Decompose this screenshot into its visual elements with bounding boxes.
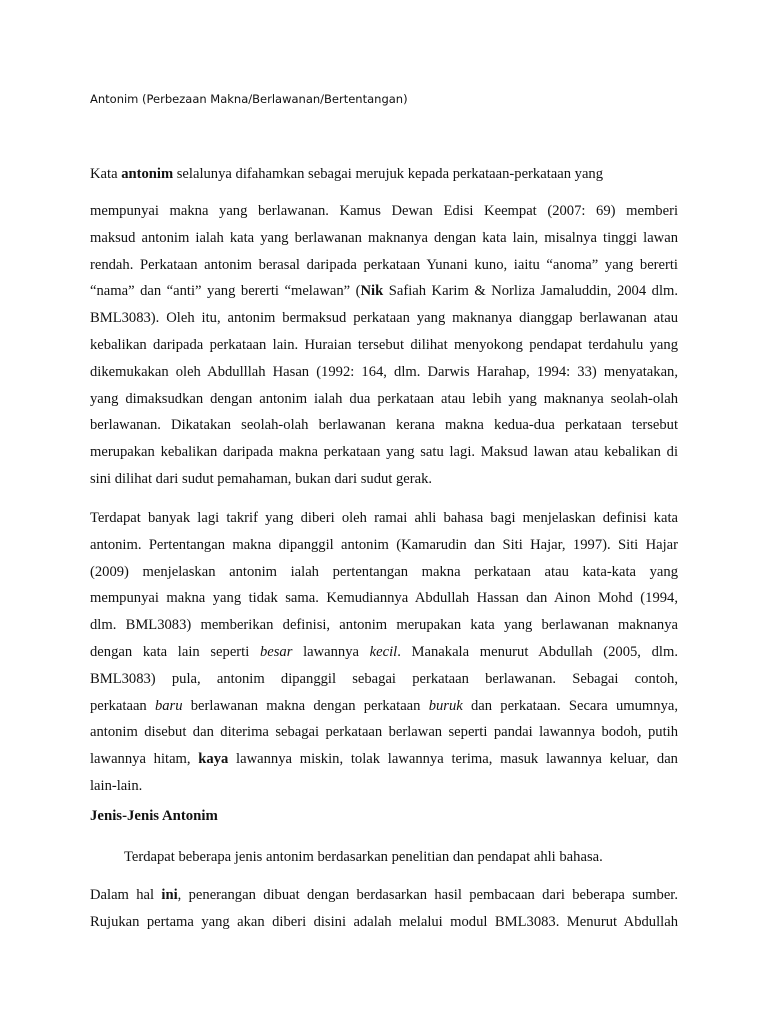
text-run: selalunya difahamkan sebagai merujuk kepada perkataan-perkataan yang [173,166,604,182]
text-line [90,746,678,773]
text-run: perkataan [90,697,155,714]
text-line: rendah. Perkataan antonim berasal daripada perkataan Yunani kuno, iaitu “anoma” yang bererti [90,256,678,273]
text-line: dlm. BML3083) memberikan definisi, antonim merupakan kata yang berlawanan maknanya [90,617,678,634]
text-line: maksud antonim ialah kata yang berlawanan maknanya dengan kata lain, misalnya tinggi lawan [90,229,678,246]
text-run: Dalam hal [90,887,162,903]
italic-word-besar: besar [259,643,293,660]
text-line: dikemukakan oleh Abdulllah Hasan (1992: 164, dlm. Darwis Harahap, 1994: 33) menyatakan, [90,363,678,380]
italic-word-baru: baru [154,697,183,714]
text-line [90,278,678,305]
text-line: mempunyai makna yang tidak sama. Kemudiannya Abdullah Hassan dan Ainon Mohd (1994, [90,590,678,607]
text-line: Rujukan pertama yang akan diberi disini adalah melalui modul BML3083. Menurut Abdullah [90,913,678,930]
text-run: dengan kata lain seperti [90,643,260,660]
paragraph-jenis-intro [90,844,678,871]
text-run: Safiah Karim & Norliza Jamaluddin, 2004 dlm. [383,283,679,300]
text-line: antonim. Pertentangan makna dipanggil antonim (Kamarudin dan Siti Hajar, 1997). Siti Hajar [90,536,678,553]
paragraph-definition [90,198,678,493]
text-run: lawannya hitam, [90,751,199,768]
text-line: yang dimaksudkan dengan antonim ialah dua perkataan atau lebih yang maknanya seolah-olah [90,390,678,407]
text-line: BML3083). Oleh itu, antonim bermaksud perkataan yang maknanya dianggap berlawanan atau [90,310,678,327]
bold-word-kaya: kaya [198,751,229,768]
text-line: (2009) menjelaskan antonim ialah pertentangan makna perkataan atau kata-kata yang [90,563,678,580]
text-line [90,882,678,909]
text-line: BML3083) pula, antonim dipanggil sebagai perkataan berlawanan. Sebagai contoh, [90,670,678,687]
bold-word-ini: ini [161,887,178,903]
text-line: sini dilihat dari sudut pemahaman, bukan dari sudut gerak. [90,470,433,487]
text-run: . Manakala menurut Abdullah (2005, dlm. [397,643,678,660]
section-heading: Jenis-Jenis Antonim [90,808,218,824]
text-run: berlawanan makna dengan perkataan [182,697,429,714]
paragraph-intro [90,161,678,188]
text-line [90,161,678,188]
text-line: mempunyai makna yang berlawanan. Kamus Dewan Edisi Keempat (2007: 69) memberi [90,203,678,219]
document-title: Antonim (Perbezaan Makna/Berlawanan/Bertentangan) [90,92,408,106]
text-line: berlawanan. Dikatakan seolah-olah berlawanan kerana makna kedua-dua perkataan tersebut [90,417,678,434]
bold-term-antonim: antonim [121,166,174,182]
text-run: lawannya miskin, tolak lawannya terima, masuk lawannya keluar, dan [228,751,678,768]
text-run: “nama” dan “anti” yang bererti “melawan” ( [90,283,361,300]
text-run: lawannya [292,643,370,660]
text-line: antonim disebut dan diterima sebagai perkataan berlawan seperti pandai lawannya bodoh, putih [90,724,678,741]
text-line: merupakan kebalikan daripada makna perkataan yang satu lagi. Maksud lawan atau kebalikan di [90,444,678,461]
bold-term-nik: Nik [360,283,384,300]
text-line: kebalikan daripada perkataan lain. Huraian tersebut dilihat menyokong pendapat terdahulu yang [90,336,678,353]
text-run: dan perkataan. Secara umumnya, [462,697,678,714]
text-line [90,639,678,666]
text-line: lain-lain. [90,777,143,794]
text-run: Kata [90,166,122,182]
text-run: , penerangan dibuat dengan berdasarkan hasil pembacaan dari beberapa sumber. [177,887,679,903]
text-line [90,693,678,720]
paragraph-sumber [90,882,678,936]
italic-word-buruk: buruk [428,697,463,714]
text-line: Terdapat beberapa jenis antonim berdasarkan penelitian dan pendapat ahli bahasa. [124,849,603,865]
italic-word-kecil: kecil [369,643,398,660]
text-line: Terdapat banyak lagi takrif yang diberi oleh ramai ahli bahasa bagi menjelaskan definisi kata [90,510,678,526]
paragraph-takrif [90,505,678,800]
